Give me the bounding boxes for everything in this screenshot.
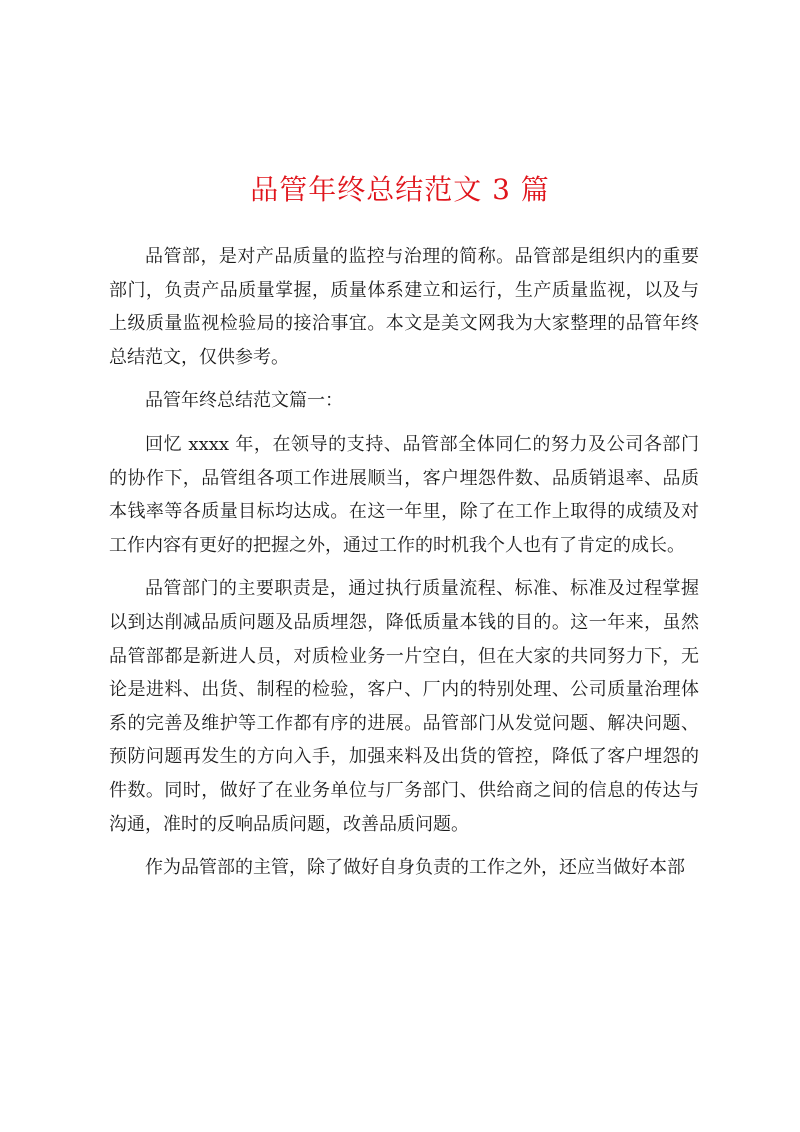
body-paragraph: 作为品管部的主管，除了做好自身负责的工作之外，还应当做好本部 [145, 857, 685, 879]
body-paragraph: 品管部门的主要职责是，通过执行质量流程、标准、标准及过程掌握以到达削减品质问题及品质埋怨，降低质量本钱的目的。这一年来，虽然品管部都是新进人员，对质检业务一片空白，但在大家的共同努力下，无论是进料、出货、制程的检验，客户、厂内的特别处理、公司质量治理体系的完善及维护等工作都有序的进展。品管部门从发觉问题、解决问题、预防问题再发生的方向入手，加强来料及出货的管控，降低了客户埋怨的件数。同时，做好了在业务单位与厂务部门、供给商之间的信息的传达与沟通，准时的反响品质问题，改善品质问题。 [109, 578, 699, 835]
document-title: 品管年终总结范文 3 篇 [250, 173, 550, 206]
intro-paragraph: 品管部，是对产品质量的监控与治理的简称。品管部是组织内的重要部门，负责产品质量掌握，质量体系建立和运行，生产质量监视，以及与上级质量监视检验局的接洽事宜。本文是美文网我为大家整理的品管年终总结范文，仅供参考。 [109, 246, 699, 368]
body-paragraph: 回忆 xxxx 年，在领导的支持、品管部全体同仁的努力及公司各部门的协作下，品管组各项工作进展顺当，客户埋怨件数、品质销退率、品质本钱率等各质量目标均达成。在这一年里，除了在工作上取得的成绩及对工作内容有更好的把握之外，通过工作的时机我个人也有了肯定的成长。 [109, 433, 699, 556]
section-heading: 品管年终总结范文篇一： [145, 390, 343, 412]
document-body [109, 240, 699, 895]
